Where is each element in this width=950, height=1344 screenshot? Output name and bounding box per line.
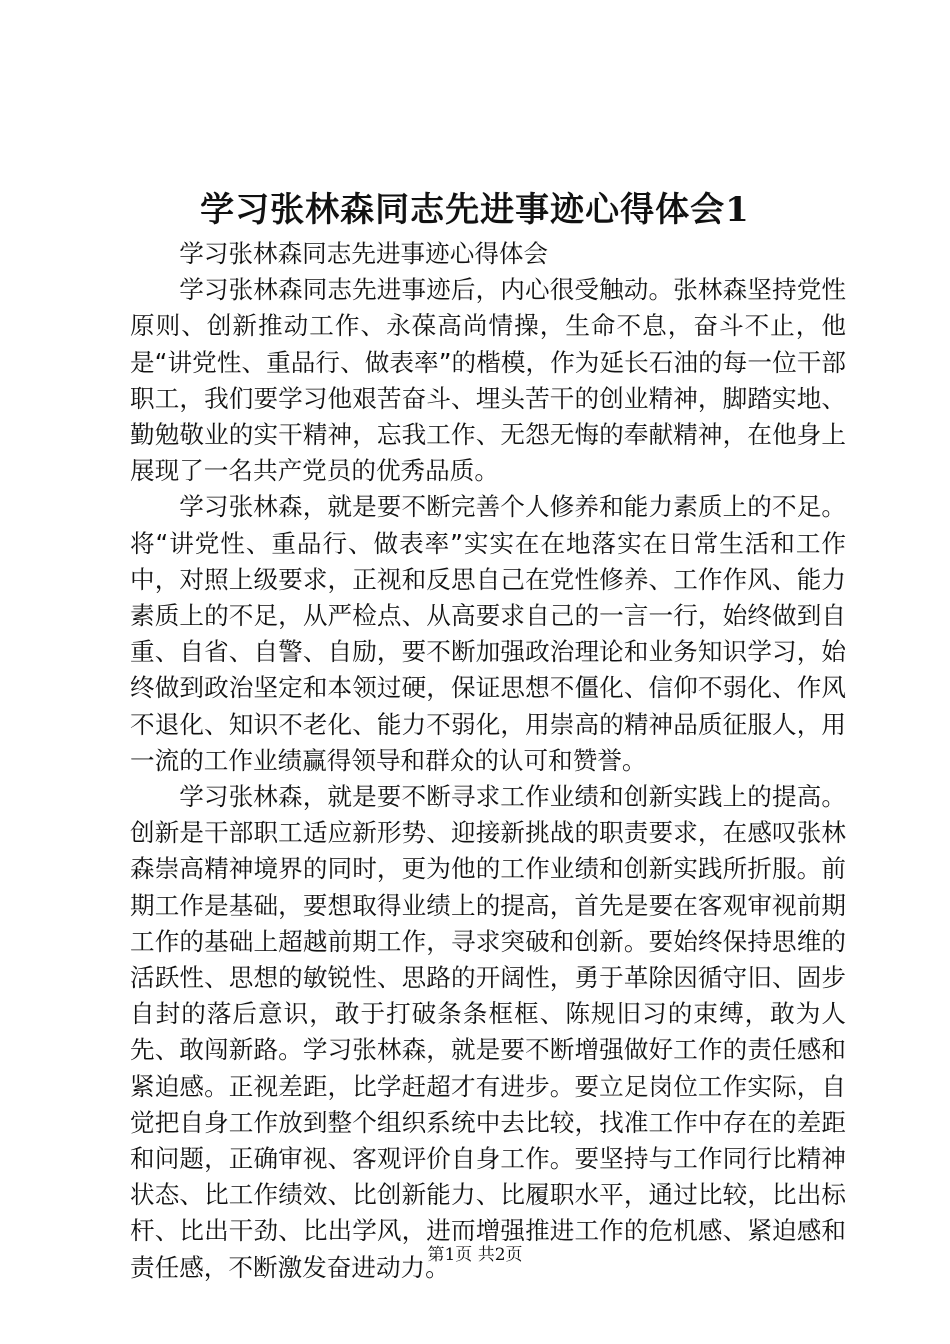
paragraph: 学习张林森，就是要不断完善个人修养和能力素质上的不足。将“讲党性、重品行、做表率”实实在在地落实在日常生活和工作中，对照上级要求，正视和反思自己在党性修养、工作作风、能力素质上的不足，从严检点、从高要求自己的一言一行，始终做到自重、自省、自警、自励，要不断加强政治理论和业务知识学习，始终做到政治坚定和本领过硬，保证思想不僵化、信仰不弱化、作风不退化、知识不老化、能力不弱化，用崇高的精神品质征服人，用一流的工作业绩赢得领导和群众的认可和赞誉。 bbox=[130, 492, 846, 775]
document-subtitle: 学习张林森同志先进事迹心得体会 bbox=[179, 239, 549, 268]
page-footer: 第1页 共2页 bbox=[427, 1245, 523, 1265]
paragraph: 学习张林森，就是要不断寻求工作业绩和创新实践上的提高。创新是干部职工适应新形势、迎接新挑战的职责要求，在感叹张林森崇高精神境界的同时，更为他的工作业绩和创新实践所折服。前期工作是基础，要想取得业绩上的提高，首先是要在客观审视前期工作的基础上超越前期工作，寻求突破和创新。要始终保持思维的活跃性、思想的敏锐性、思路的开阔性，勇于革除因循守旧、固步自封的落后意识，敢于打破条条框框、陈规旧习的束缚，敢为人先、敢闯新路。学习张林森，就是要不断增强做好工作的责任感和紧迫感。正视差距，比学赶超才有进步。要立足岗位工作实际，自觉把自身工作放到整个组织系统中去比较，找准工作中存在的差距和问题，正确审视、客观评价自身工作。要坚持与工作同行比精神状态、比工作绩效、比创新能力、比履职水平，通过比较，比出标杆、比出干劲、比出学风，进而增强推进工作的危机感、紧迫感和责任感，不断激发奋进动力。 bbox=[130, 782, 846, 1282]
paragraph: 学习张林森同志先进事迹后，内心很受触动。张林森坚持党性原则、创新推动工作、永葆高尚情操，生命不息，奋斗不止，他是“讲党性、重品行、做表率”的楷模，作为延长石油的每一位干部职工，我们要学习他艰苦奋斗、埋头苦干的创业精神，脚踏实地、勤勉敬业的实干精神，忘我工作、无怨无悔的奉献精神，在他身上展现了一名共产党员的优秀品质。 bbox=[130, 275, 846, 486]
document-title: 学习张林森同志先进事迹心得体会1 bbox=[200, 190, 750, 230]
document-body bbox=[130, 236, 846, 1286]
